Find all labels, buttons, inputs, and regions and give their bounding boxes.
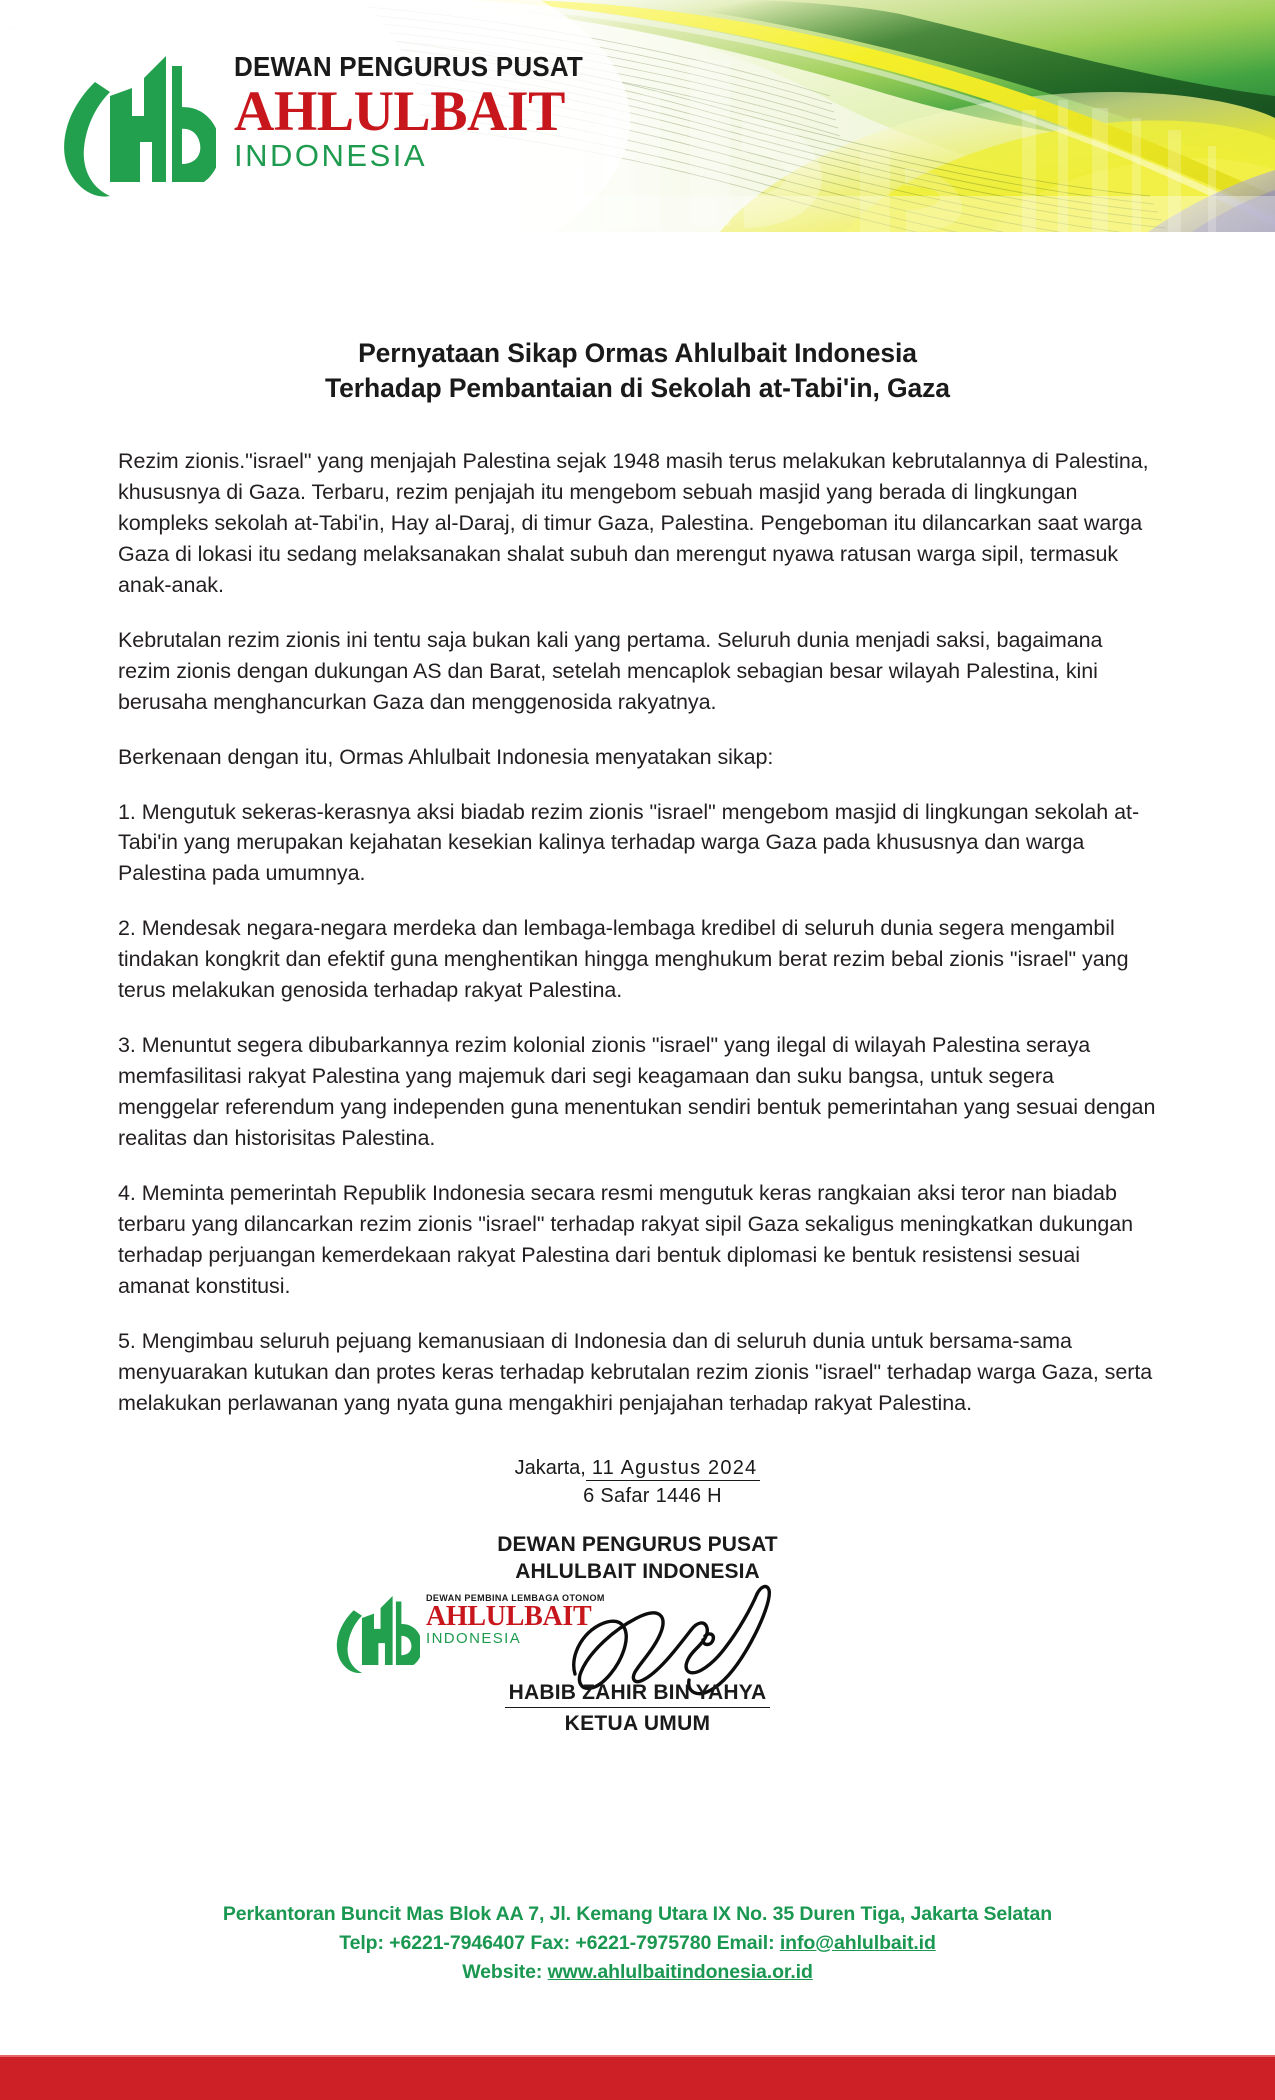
statement-point-4: 4. Meminta pemerintah Republik Indonesia secara resmi mengutuk keras rangkaian aksi teror nan biadab terbaru yang dilancarkan rezim zionis "israel" terhadap rakyat sipil Gaza sekaligus meningkatkan dukungan terhadap perjuangan kemerdekaan rakyat Palestina dari bentuk diplomasi ke bentuk resistensi sesuai amanat konstitusi. <box>118 1181 1134 1298</box>
footer-email-link[interactable]: info@ahlulbait.id <box>779 1931 936 1954</box>
statement-point-2: 2. Mendesak negara-negara merdeka dan lembaga-lembaga kredibel di seluruh dunia segera mengambil tindakan kongkrit dan efektif guna menghentikan hingga menghukum berat rezim bebal zionis "israel" yang terus melakukan genosida terhadap rakyat Palestina. <box>118 916 1129 1003</box>
stamp-line-dewan-pembina: DEWAN PEMBINA LEMBAGA OTONOM <box>426 1592 605 1604</box>
signing-hijri-date: 6 Safar 1446 H <box>583 1485 722 1507</box>
signing-date-value: 11 Agustus 2024 <box>586 1457 761 1481</box>
statement-point-5-text-after: rakyat Palestina. <box>807 1390 972 1415</box>
statement-point-5-text-before: 5. Mengimbau seluruh pejuang kemanusiaan di Indonesia dan di seluruh dunia untuk bersama-sama menyuarakan kutukan dan protes keras terhadap kebrutalan rezim zionis "israel" terhadap warga Gaza, serta melakukan perlawanan yang nyata guna mengakhiri penjajahan <box>118 1328 1153 1415</box>
paragraph-lead-in: Berkenaan dengan itu, Ormas Ahlulbait Indonesia menyatakan sikap: <box>118 744 774 769</box>
footer-phone-fax: Telp: +6221-7946407 Fax: +6221-7975780 Email: <box>339 1931 780 1954</box>
footer-contact-line <box>0 1929 1275 1958</box>
title-line-1: Pernyataan Sikap Ormas Ahlulbait Indonesia <box>358 338 917 368</box>
logo-line-dewan-pengurus-pusat: DEWAN PENGURUS PUSAT <box>234 51 584 82</box>
signing-org-line-2: AHLULBAIT INDONESIA <box>515 1559 760 1583</box>
stamp-line-indonesia: INDONESIA <box>426 1630 522 1648</box>
signer-title: KETUA UMUM <box>564 1712 711 1736</box>
title-line-2: Terhadap Pembantaian di Sekolah at-Tabi'in, Gaza <box>325 372 950 403</box>
stamp-line-ahlulbait: AHLULBAIT <box>426 1601 592 1633</box>
footer-website-line <box>0 1958 1275 1987</box>
signing-city-label: Jakarta, <box>514 1457 586 1479</box>
bottom-red-bar <box>0 2055 1275 2100</box>
official-stamp <box>328 1580 628 1692</box>
logo-line-indonesia: INDONESIA <box>234 137 428 173</box>
statement-point-3: 3. Menuntut segera dibubarkannya rezim kolonial zionis "israel" yang ilegal di wilayah Palestina seraya memfasilitasi rakyat Palestina yang majemuk dari segi keagamaan dan suku bangsa, untuk segera menggelar referendum yang independen guna menentukan sendiri bentuk pemerintahan yang sesuai dengan realitas dan historisitas Palestina. <box>118 1033 1156 1151</box>
ahlulbait-ab-monogram-icon <box>48 38 216 198</box>
footer-address: Perkantoran Buncit Mas Blok AA 7, Jl. Kemang Utara IX No. 35 Duren Tiga, Jakarta Selatan <box>222 1903 1053 1925</box>
signer-name: HABIB ZAHIR BIN YAHYA <box>505 1680 771 1708</box>
signing-org-line-1: DEWAN PENGURUS PUSAT <box>497 1533 778 1556</box>
statement-point-5-text-narrow: terhadap <box>729 1392 808 1415</box>
footer-contact <box>0 1900 1275 1987</box>
logo-wordmark <box>234 38 609 172</box>
statement-point-1: 1. Mengutuk sekeras-kerasnya aksi biadab rezim zionis "israel" mengebom masjid di lingkungan sekolah at-Tabi'in yang merupakan kejahatan kesekian kalinya terhadap warga Gaza pada khususnya dan warga Palestina pada umumnya. <box>118 799 1140 886</box>
stamp-ab-monogram-icon <box>328 1580 420 1680</box>
signer-block <box>0 1680 1275 1736</box>
statement-point-5 <box>118 1326 1157 1419</box>
statement-content <box>118 406 1157 1419</box>
signature-block <box>0 1455 1275 1708</box>
page-title <box>118 336 1157 406</box>
stamp-wordmark <box>426 1580 614 1647</box>
document-body <box>0 232 1275 1419</box>
paragraph-intro-1: Rezim zionis."israel" yang menjajah Palestina sejak 1948 masih terus melakukan kebrutalannya di Palestina, khususnya di Gaza. Terbaru, rezim penjajah itu mengebom sebuah masjid yang berada di lingkungan kompleks sekolah at-Tabi'in, Hay al-Daraj, di timur Gaza, Palestina. Pengeboman itu dilancarkan saat warga Gaza di lokasi itu sedang melaksanakan shalat subuh dan merengut nyawa ratusan warga sipil, termasuk anak-anak. <box>118 448 1149 597</box>
header-banner <box>0 0 1275 232</box>
paragraph-intro-2: Kebrutalan rezim zionis ini tentu saja bukan kali yang pertama. Seluruh dunia menjadi saksi, bagaimana rezim zionis dengan dukungan AS dan Barat, setelah mencaplok sebagian besar wilayah Palestina, kini berusaha menghancurkan Gaza dan menggenosida rakyatnya. <box>118 627 1103 714</box>
organization-logo <box>48 38 609 198</box>
signing-date-line <box>0 1455 1275 1481</box>
footer-website-label: Website: <box>462 1960 548 1983</box>
footer-website-link[interactable]: www.ahlulbaitindonesia.or.id <box>547 1960 813 1983</box>
signing-organization <box>0 1532 1275 1586</box>
logo-line-ahlulbait: AHLULBAIT <box>234 80 565 144</box>
